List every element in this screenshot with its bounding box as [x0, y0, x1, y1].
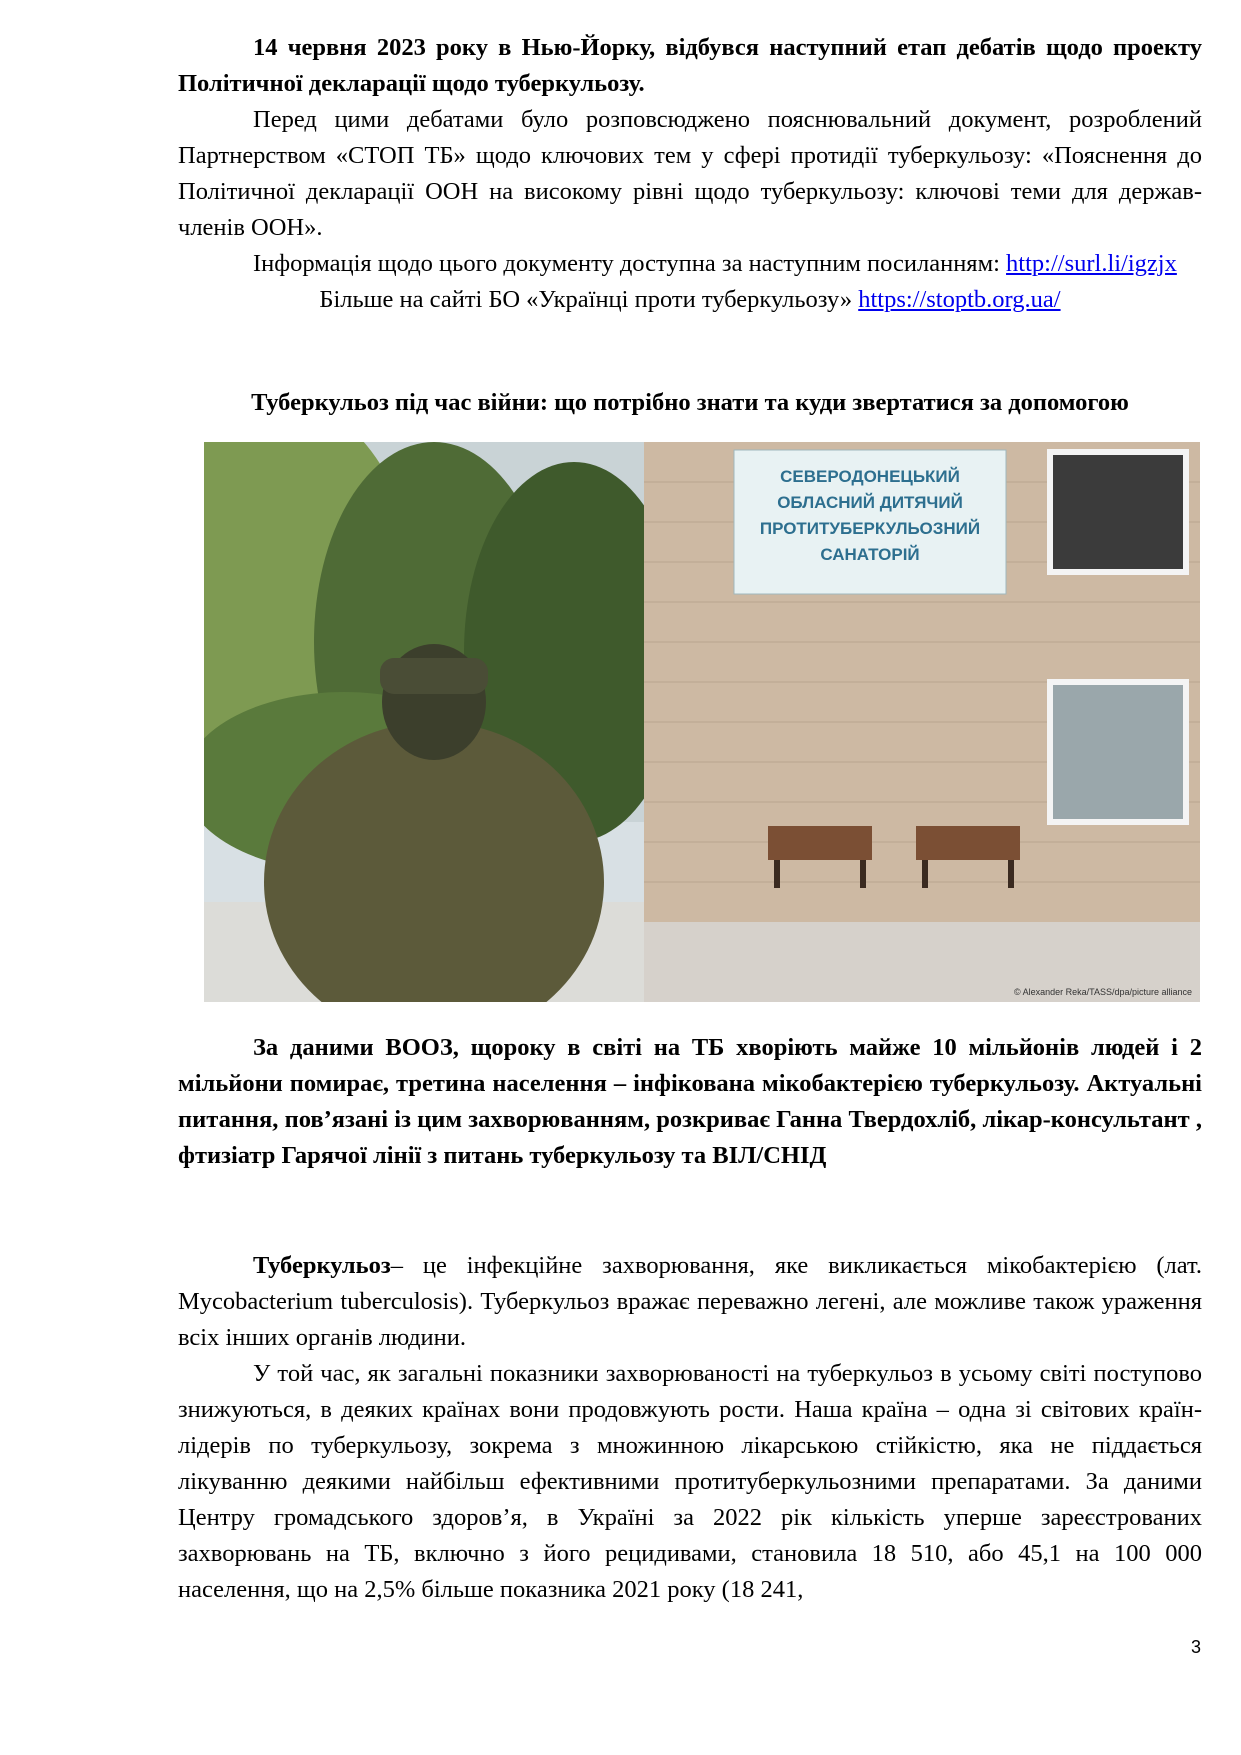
photo-illustration [204, 442, 1200, 1002]
photo-credit: © Alexander Reka/TASS/dpa/picture alliance [1013, 987, 1192, 997]
document-link[interactable]: http://surl.li/igzjx [1006, 250, 1177, 277]
heading-block [178, 385, 1202, 421]
definition-paragraph [178, 1248, 1202, 1356]
definition-text: – це інфекційне захворювання, яке викликається мікобактерією (лат. Mycobacterium tuberculosis). Туберкульоз вражає переважно легені, але можливе також ураження всіх інших органів людини. [178, 1252, 1202, 1351]
who-block [178, 1030, 1202, 1174]
site-intro-text: Більше на сайті БО «Українці проти туберкульозу» [319, 286, 859, 313]
link-paragraph [178, 246, 1202, 282]
page-number: 3 [1191, 1637, 1202, 1657]
site-link[interactable]: https://stoptb.org.ua/ [858, 286, 1061, 313]
news-paragraph-bold: 14 червня 2023 року в Нью-Йорку, відбувся наступний етап дебатів щодо проекту Політичної декларації щодо туберкульозу. [178, 34, 1202, 97]
explanatory-paragraph: Перед цими дебатами було розповсюджено пояснювальний документ, розроблений Партнерством «СТОП ТБ» щодо ключових тем у сфері протидії туберкульозу: «Пояснення до Політичної декларації ООН на високому рівні щодо туберкульозу: ключові теми для держав-членів ООН». [178, 106, 1202, 241]
link-intro-text: Інформація щодо цього документу доступна за наступним посиланням: [253, 250, 1007, 277]
banner-line-3: ПРОТИТУБЕРКУЛЬОЗНИЙ [759, 519, 981, 538]
body-block [178, 1248, 1202, 1608]
banner-line-2: ОБЛАСНИЙ ДИТЯЧИЙ [777, 493, 963, 512]
site-paragraph [178, 282, 1202, 318]
term-tuberculosis: Туберкульоз [253, 1252, 391, 1279]
banner-line-1: СЕВЕРОДОНЕЦЬКИЙ [780, 467, 960, 486]
intro-block [178, 30, 1202, 318]
who-paragraph-bold: За даними ВООЗ, щороку в світі на ТБ хворіють майже 10 мільйонів людей і 2 мільйони помирає, третина населення – інфікована мікобактерією туберкульозу. Актуальні питання, пов’язані із цим захворюванням, розкриває Ганна Твердохліб, лікар-консультант , фтизіатр Гарячої лінії з питань туберкульозу та ВІЛ/СНІД [178, 1034, 1202, 1169]
article-heading: Туберкульоз під час війни: що потрібно знати та куди звертатися за допомогою [251, 389, 1129, 416]
sanatorium-photo [204, 442, 1200, 1002]
banner-line-4: САНАТОРІЙ [820, 545, 920, 564]
statistics-paragraph: У той час, як загальні показники захворюваності на туберкульоз в усьому світі поступово знижуються, в деяких країнах вони продовжують рости. Наша країна – одна зі світових країн-лідерів по туберкульозу, зокрема з множинною лікарською стійкістю, яка не піддається лікуванню деякими найбільш ефективними протитуберкульозними препаратами. За даними Центру громадського здоров’я, в Україні за 2022 рік кількість уперше зареєстрованих захворювань на ТБ, включно з його рецидивами, становила 18 510, або 45,1 на 100 000 населення, що на 2,5% більше показника 2021 року (18 241, [178, 1360, 1202, 1603]
